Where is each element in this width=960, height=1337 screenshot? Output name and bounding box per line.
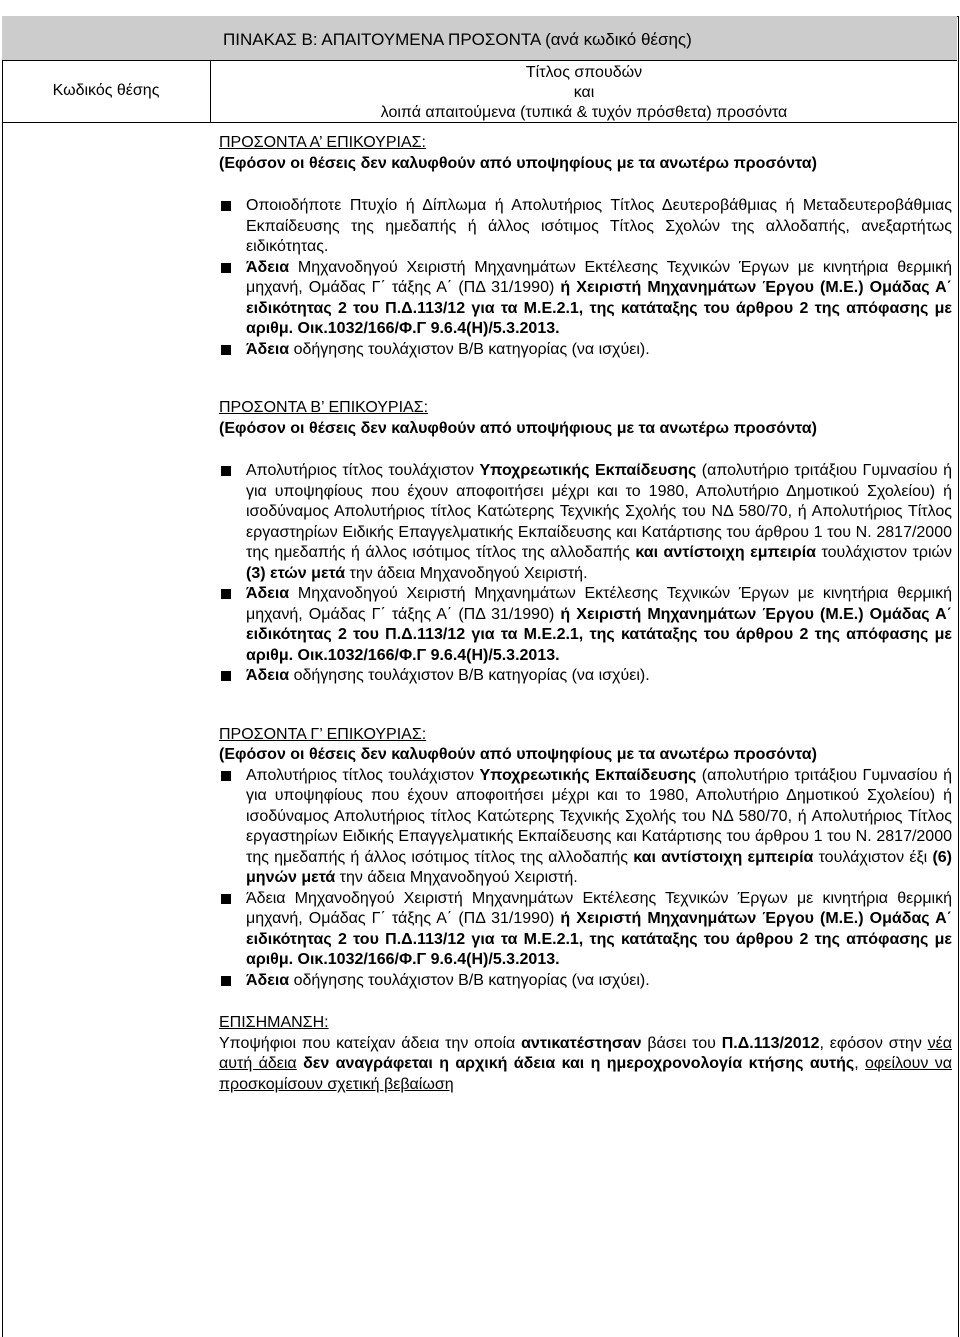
section-a-bullet-3: Άδεια οδήγησης τουλάχιστον Β/Β κατηγορίας (να ισχύει). [219, 340, 952, 361]
section-a-subheading: (Εφόσον οι θέσεις δεν καλυφθούν από υποψηφίους με τα ανωτέρω προσόντα) [219, 154, 817, 172]
section-b-bullet-1: Απολυτήριος τίτλος τουλάχιστον Υποχρεωτικής Εκπαίδευσης (απολυτήριο τριτάξιου Γυμνασίου ή για υποψηφίους που έχουν αποφοιτήσει μέχρι και το 1980, Απολυτήριο Δημοτικού Σχολείου) ή ισοδύναμος Απολυτήριος τίτλος Κατώτερης Τεχνικής Σχολής του ΝΔ 580/70, ή Απολυτήριος Τίτλος εργαστηρίων Ειδικής Επαγγελματικής Εκπαίδευσης και Κατάρτισης του άρθρου 1 του Ν. 2817/2000 της ημεδαπής ή άλλος ισότιμος τίτλος της αλλοδαπής και αντίστοιχη εμπειρία τουλάχιστον τριών (3) ετών μετά την άδεια Μηχανοδηγού Χειριστή. [219, 461, 952, 584]
section-c-subheading: (Εφόσον οι θέσεις δεν καλυφθούν από υποψηφίους με τα ανωτέρω προσόντα) [219, 746, 817, 763]
section-a-bullet-2: Άδεια Μηχανοδηγού Χειριστή Μηχανημάτων Εκτέλεσης Τεχνικών Έργων με κινητήρια θερμική μηχανή, Ομάδας Γ΄ τάξης Α΄ (ΠΔ 31/1990) ή Χειριστή Μηχανημάτων Έργου (Μ.Ε.) Ομάδας Α΄ ειδικότητας 2 του Π.Δ.113/12 για τα Μ.Ε.2.1, της κατάταξης του άρθρου 2 της απόφασης με αριθμ. Οικ.1032/166/Φ.Γ 9.6.4(Η)/5.3.2013. [219, 258, 952, 340]
section-a-bullet-1: Οποιοδήποτε Πτυχίο ή Δίπλωμα ή Απολυτήριος Τίτλος Δευτεροβάθμιας ή Μεταδευτεροβάθμιας Εκπαίδευσης της ημεδαπής ή άλλος ισότιμος Τίτλος Σχολών της αλλοδαπής, ανεξαρτήτως ειδικότητας. [219, 196, 952, 258]
column-header-title: Τίτλος σπουδών και λοιπά απαιτούμενα (τυπικά & τυχόν πρόσθετα) προσόντα [380, 64, 788, 121]
section-b-subheading: (Εφόσον οι θέσεις δεν καλυφθούν από υποψήφιους με τα ανωτέρω προσόντα) [219, 419, 817, 437]
section-b-heading: ΠΡΟΣΟΝΤΑ Β’ ΕΠΙΚΟΥΡΙΑΣ: [219, 399, 429, 416]
section-b-bullet-3: Άδεια οδήγησης τουλάχιστον Β/Β κατηγορίας (να ισχύει). [219, 666, 952, 687]
section-a-heading: ΠΡΟΣΟΝΤΑ Α’ ΕΠΙΚΟΥΡΙΑΣ: [219, 134, 426, 151]
column-header-code: Κωδικός θέσης [52, 82, 160, 99]
section-c-bullet-1: Απολυτήριος τίτλος τουλάχιστον Υποχρεωτικής Εκπαίδευσης (απολυτήριο τριτάξιου Γυμνασίου ή για υποψηφίους που έχουν αποφοιτήσει μέχρι και το 1980, Απολυτήριο Δημοτικού Σχολείου) ή ισοδύναμος Απολυτήριος τίτλος Κατώτερης Τεχνικής Σχολής του ΝΔ 580/70, ή Απολυτήριος Τίτλος εργαστηρίων Ειδικής Επαγγελματικής Εκπαίδευσης και Κατάρτισης του άρθρου 1 του Ν. 2817/2000 της ημεδαπής ή άλλος ισότιμος τίτλος της αλλοδαπής και αντίστοιχη εμπειρία τουλάχιστον έξι (6) μηνών μετά την άδεια Μηχανοδηγού Χειριστή. [219, 766, 952, 889]
section-c-bullet-2: Άδεια Μηχανοδηγού Χειριστή Μηχανημάτων Εκτέλεσης Τεχνικών Έργων με κινητήρια θερμική μηχανή, Ομάδας Γ΄ τάξης Α΄ (ΠΔ 31/1990) ή Χειριστή Μηχανημάτων Έργου (Μ.Ε.) Ομάδας Α΄ ειδικότητας 2 του Π.Δ.113/12 για τα Μ.Ε.2.1, της κατάταξης του άρθρου 2 της απόφασης με αριθμ. Οικ.1032/166/Φ.Γ 9.6.4(Η)/5.3.2013. [219, 889, 952, 971]
section-c-bullet-3: Άδεια οδήγησης τουλάχιστον Β/Β κατηγορίας (να ισχύει). [219, 971, 952, 992]
table-title: ΠΙΝΑΚΑΣ Β: ΑΠΑΙΤΟΥΜΕΝΑ ΠΡΟΣΟΝΤΑ (ανά κωδικό θέσης) [223, 30, 692, 49]
section-b-bullet-2: Άδεια Μηχανοδηγού Χειριστή Μηχανημάτων Εκτέλεσης Τεχνικών Έργων με κινητήρια θερμική μηχανή, Ομάδας Γ΄ τάξης Α΄ (ΠΔ 31/1990) ή Χειριστή Μηχανημάτων Έργου (Μ.Ε.) Ομάδας Α΄ ειδικότητας 2 του Π.Δ.113/12 για τα Μ.Ε.2.1, της κατάταξης του άρθρου 2 της απόφασης με αριθμ. Οικ.1032/166/Φ.Γ 9.6.4(Η)/5.3.2013. [219, 584, 952, 666]
section-c-heading: ΠΡΟΣΟΝΤΑ Γ’ ΕΠΙΚΟΥΡΙΑΣ: [219, 725, 427, 743]
note-text: Υποψήφιοι που κατείχαν άδεια την οποία αντικατέστησαν βάσει του Π.Δ.113/2012, εφόσον στην νέα αυτή άδεια δεν αναγράφεται η αρχική άδεια και η ημεροχρονολογία κτήσης αυτής, οφείλουν να προσκομίσουν σχετική βεβαίωση [219, 1034, 953, 1093]
requirements-content [219, 133, 952, 1095]
note-heading: ΕΠΙΣΗΜΑΝΣΗ: [219, 1014, 329, 1031]
